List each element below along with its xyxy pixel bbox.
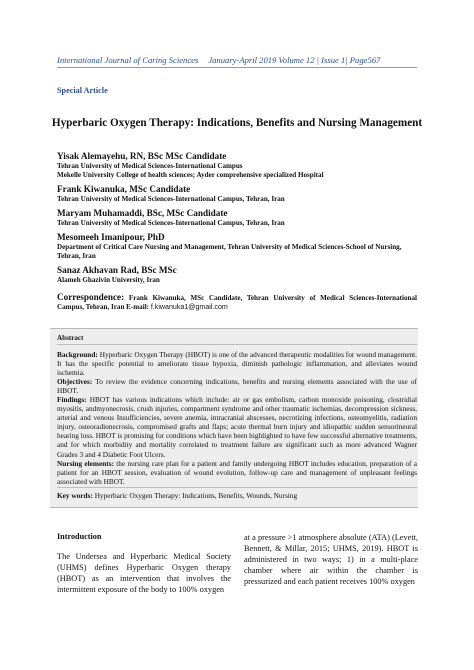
abstract-findings bbox=[57, 395, 417, 458]
author-entry bbox=[57, 265, 417, 285]
nursing-elements-text: the nursing care plan for a patient and family undergoing HBOT includes education, preparation of a patient for an HBOT session, evaluation of wound evolution, follow-up care and management of unpleasant feelings associated with HBOT. bbox=[57, 458, 417, 486]
author-list bbox=[57, 151, 417, 289]
author-affiliation: Mekelle University College of health sciences; Ayder comprehensive specialized Hospital bbox=[57, 171, 324, 179]
author-name: Sanaz Akhavan Rad, BSc MSc bbox=[57, 265, 177, 275]
abstract-background bbox=[57, 350, 417, 377]
findings-label: Findings: bbox=[57, 395, 87, 405]
correspondence-text: Frank Kiwanuka, MSc Candidate, Tehran University of Medical Sciences-International Campus, Tehran, Iran E-mail: bbox=[57, 294, 417, 312]
body-column-left bbox=[57, 532, 231, 595]
article-type: Special Article bbox=[57, 86, 108, 95]
author-affiliation: Department of Critical Care Nursing and Management, Tehran University of Medical Sciences-School of Nursing, Tehran, Iran bbox=[57, 243, 402, 260]
introduction-heading: Introduction bbox=[57, 532, 102, 541]
introduction-paragraph-continued: at a pressure >1 atmosphere absolute (ATA) (Levett, Bennett, & Millar, 2015; UHMS, 2019). HBOT is administered in two ways; 1) in a multi-place chamber where air within the chamber is pressurized and each patient receives 100% oxygen bbox=[244, 533, 418, 586]
issue-info: January-April 2019 Volume 12 | Issue 1| Page567 bbox=[208, 55, 381, 65]
objectives-label: Objectives: bbox=[57, 377, 93, 387]
header-divider bbox=[57, 67, 417, 68]
background-label: Background: bbox=[57, 350, 98, 359]
author-affiliation: Tehran University of Medical Sciences-International Campus, Tehran, Iran bbox=[57, 195, 285, 203]
objectives-text: To review the evidence concerning indications, benefits and nursing elements associated with the use of HBOT. bbox=[57, 377, 417, 396]
author-affiliation: Tehran University of Medical Sciences-International Campus, Tehran, Iran bbox=[57, 219, 285, 227]
author-entry bbox=[57, 208, 417, 228]
keywords-label: Key words: bbox=[57, 491, 93, 500]
article-title: Hyperbaric Oxygen Therapy: Indications, Benefits and Nursing Management bbox=[51, 117, 423, 129]
body-column-right bbox=[244, 532, 418, 587]
abstract-objectives bbox=[57, 377, 417, 395]
abstract-divider bbox=[57, 344, 417, 345]
author-affiliation: Tehran University of Medical Sciences-International Campus bbox=[57, 162, 243, 170]
background-text: Hyperbaric Oxygen Therapy (HBOT) is one of the advanced therapeutic modalities for wound management. It has the specific potential to ameliorate tissue hypoxia, diminish pathologic inflammation, and alleviates wound ischemia. bbox=[57, 350, 417, 378]
introduction-paragraph: The Undersea and Hyperbaric Medical Society (UHMS) defines Hyperbaric Oxygen therapy (HBOT) as an intervention that involves the intermittent exposure of the body to 100% oxygen bbox=[57, 552, 231, 594]
author-entry bbox=[57, 184, 417, 204]
author-name: Maryam Muhamaddi, BSc, MSc Candidate bbox=[57, 208, 228, 218]
correspondence-label: Correspondence: bbox=[57, 292, 125, 302]
findings-text: HBOT has various indications which include: air or gas embolism, carbon monoxide poisoning, clostridial myositis, andmyonecrosis, crush injuries, compartment syndrome and other traumatic ischemias, decompression sickness, arterial and venous Insufficiencies, severe anemia, intracranial abscesses, necrotizing infections, osteomyelitis, radiation injury, osteoradionecrosis, compromised grafts and flaps; acute thermal burn injury and idiopathic sudden sensorineural hearing loss. HBOT is promising for conditions which have been highlighted to have few successful alternative treatments, and for which morbidity and mortality correlated to treatment failure are significant such as more advanced Wagner Grades 3 and 4 Diabetic Foot Ulcers. bbox=[57, 395, 417, 459]
keywords-text: Hyperbaric Oxygen Therapy: Indications, Benefits, Wounds, Nursing bbox=[94, 491, 298, 500]
correspondence bbox=[57, 293, 417, 313]
correspondence-email[interactable]: f.kiwanuka1@gmail.com bbox=[150, 303, 228, 312]
keywords bbox=[57, 491, 417, 500]
author-entry bbox=[57, 151, 417, 180]
author-name: Frank Kiwanuka, MSc Candidate bbox=[57, 184, 191, 194]
author-entry bbox=[57, 232, 417, 261]
keywords-divider bbox=[57, 487, 417, 488]
nursing-elements-label: Nursing elements: bbox=[57, 458, 114, 468]
abstract-heading: Abstract bbox=[57, 334, 84, 342]
abstract-body bbox=[57, 350, 417, 486]
author-affiliation: Alameh Ghazivin University, Iran bbox=[57, 276, 160, 284]
author-name: Mesomeeh Imanipour, PhD bbox=[57, 232, 165, 242]
journal-running-header bbox=[57, 55, 419, 65]
author-name: Yisak Alemayehu, RN, BSc MSc Candidate bbox=[57, 151, 227, 161]
journal-name: International Journal of Caring Sciences bbox=[57, 55, 199, 65]
abstract-nursing-elements bbox=[57, 459, 417, 486]
